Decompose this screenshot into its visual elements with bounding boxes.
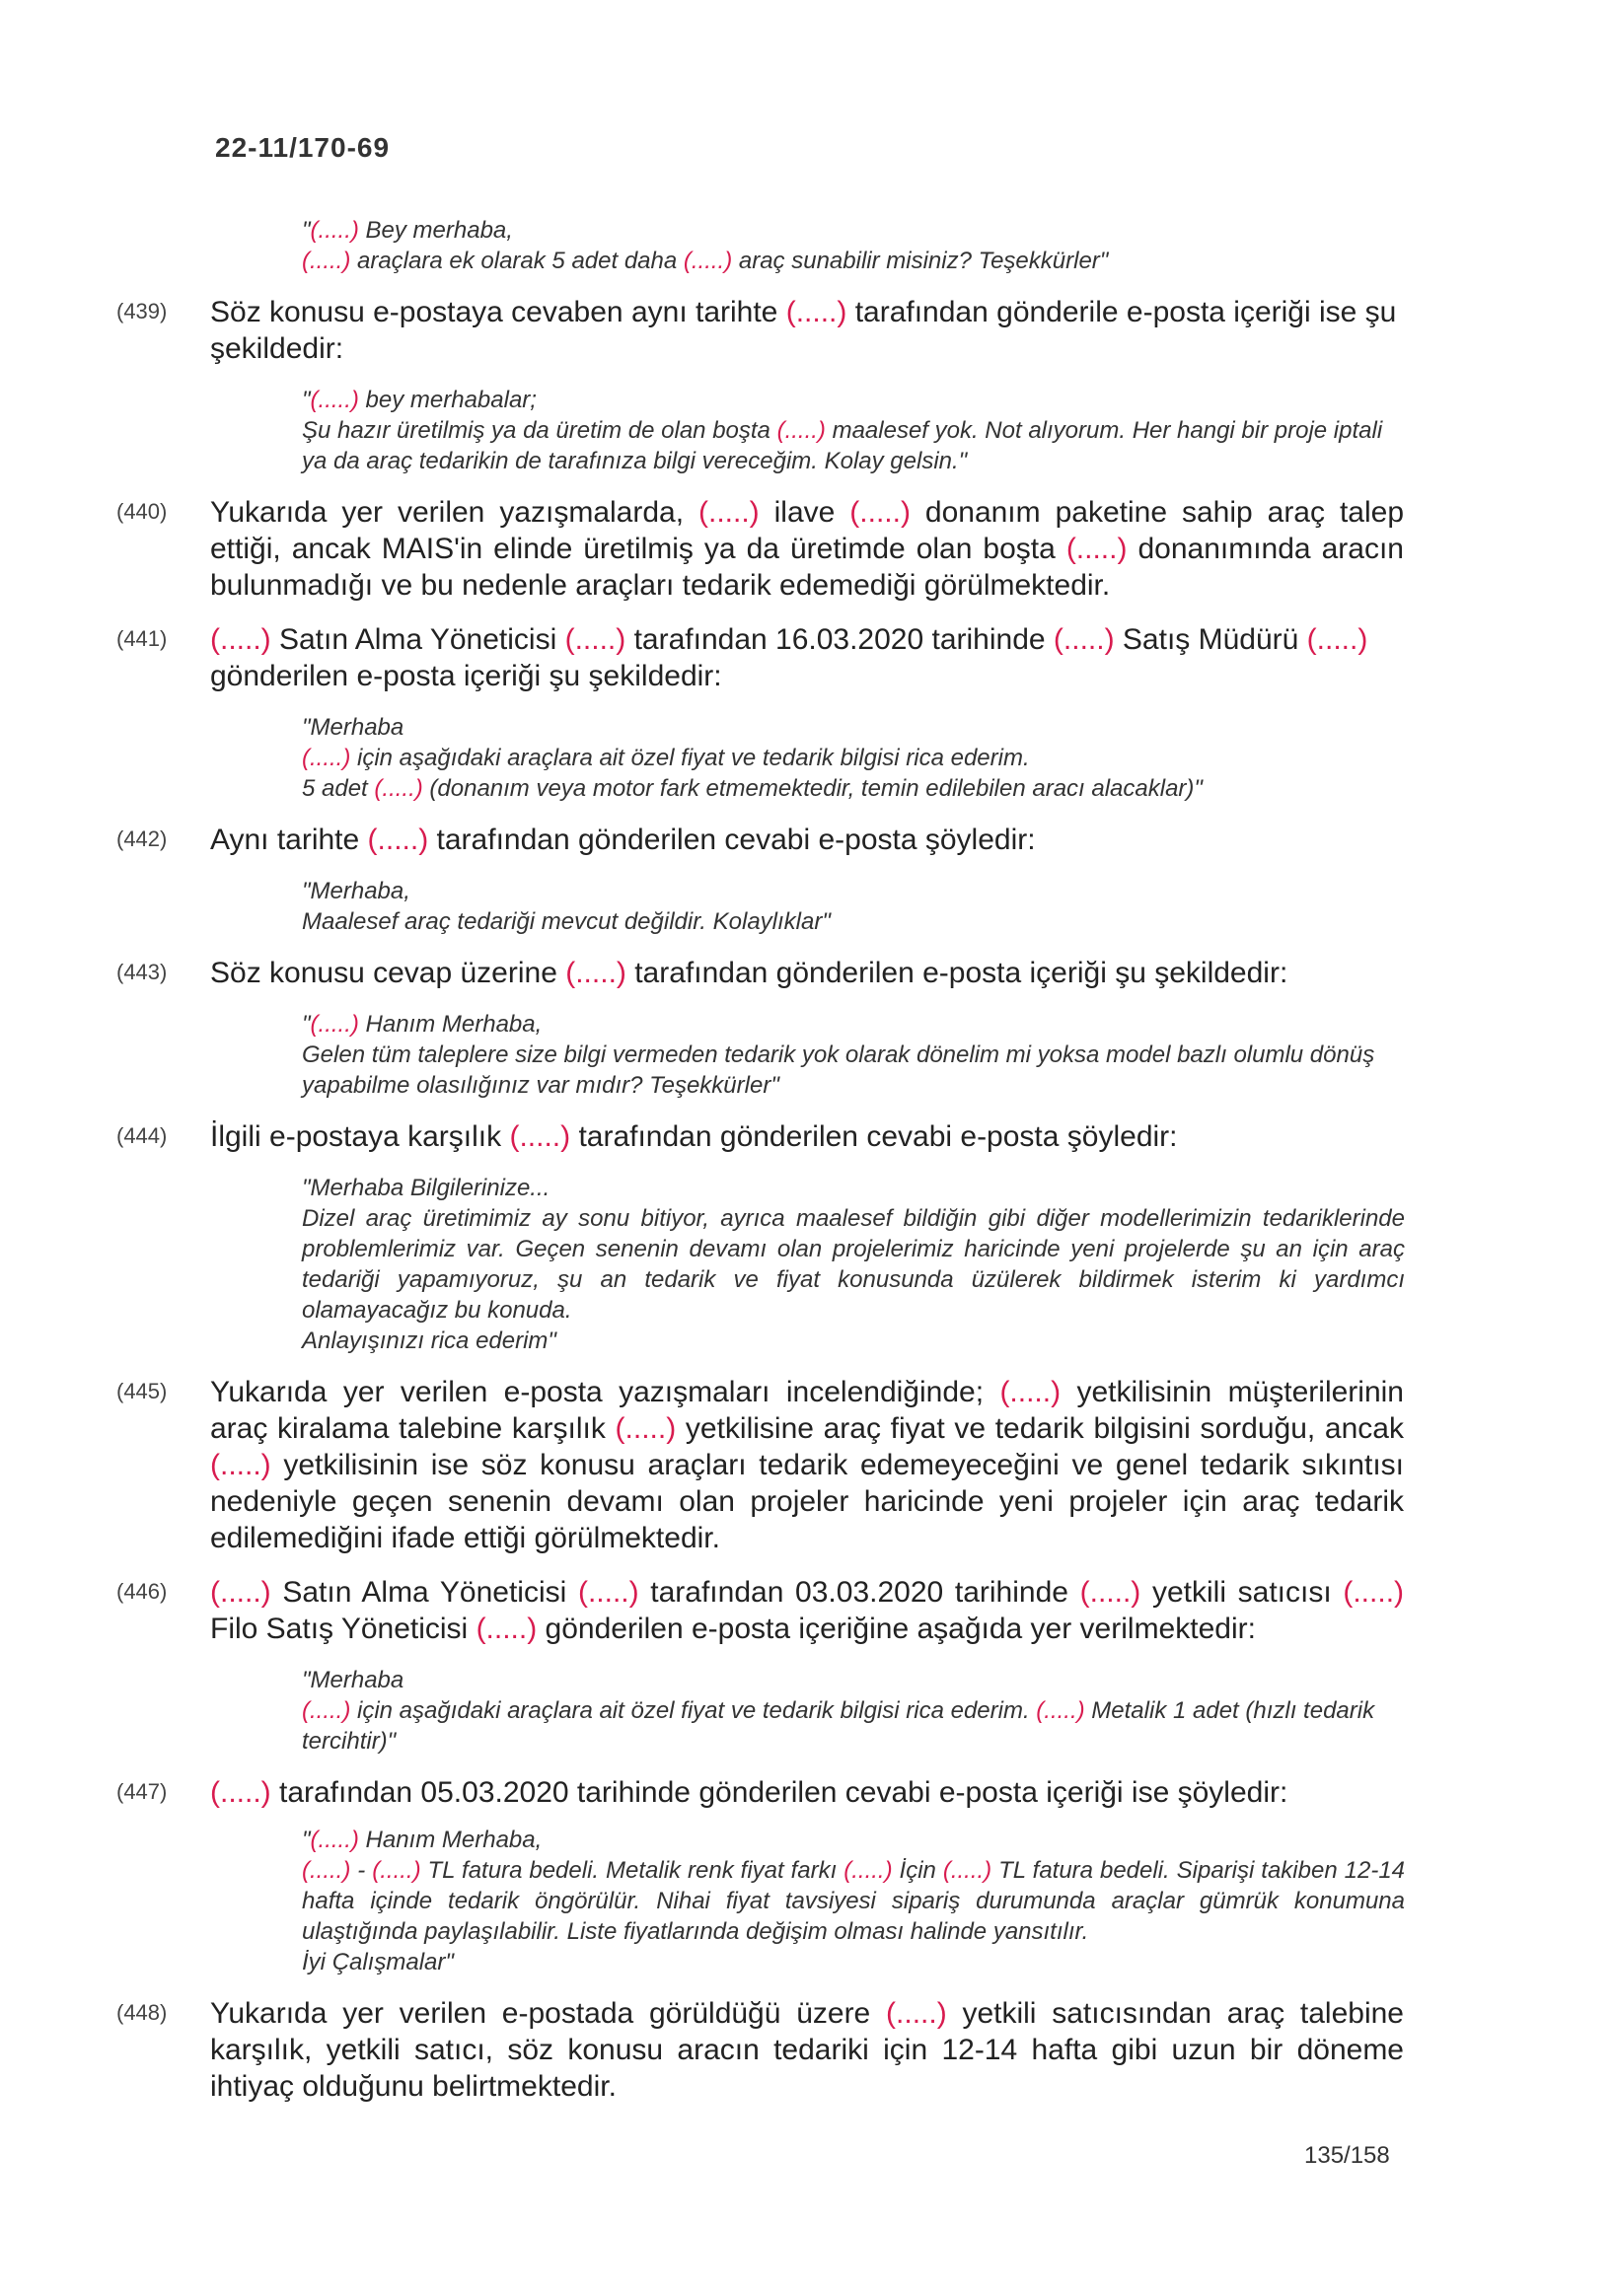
redaction-mark: (.....) (1065, 533, 1128, 565)
redaction-mark: (.....) (509, 1120, 571, 1153)
quote-line: (.....) için aşağıdaki araçlara ait özel fiyat ve tedarik bilgisi rica ederim. (302, 745, 1030, 771)
quote-line: Dizel araç üretimimiz ay sonu bitiyor, ayrıca maalesef bildiğin gibi diğer modellerimizin tedariklerinde problemlerimiz var. Geçen senenin devamı olan projelerimiz haricinde yeni projelerde şu an için araç tedariği yapamıyoruz, şu an tedarik ve fiyat konusunda üzülerek bildirmek isterim ki yardımcı olamayacağız bu konuda. (302, 1205, 1405, 1324)
redaction-mark: (.....) (302, 745, 351, 771)
redaction-mark: (.....) (302, 1697, 351, 1724)
redaction-mark: (.....) (210, 623, 271, 656)
numbered-paragraph (0, 1995, 1613, 2105)
redaction-mark: (.....) (1036, 1697, 1085, 1724)
quote-line: (.....) araçlara ek olarak 5 adet daha (.....) araç sunabilir misiniz? Teşekkürler" (302, 248, 1109, 274)
paragraph-text: Yukarıda yer verilen e-posta yazışmaları incelendiğinde; (.....) yetkilisinin müşterilerinin araç kiralama talebine karşılık (.....) yetkilisine araç fiyat ve tedarik bilgisini sorduğu, ancak (.....) yetkilisinin ise söz konusu araçları tedarik edemeyeceğini ve genel tedarik sıkıntısı nedeniyle geçen senenin devamı olan projeler haricinde yeni projeler için araç tedarik edilemediğini ifade ettiği görülmektedir. (210, 1376, 1404, 1554)
redaction-mark: (.....) (310, 1827, 359, 1853)
email-quote (302, 1825, 1405, 1977)
paragraph-text: (.....) Satın Alma Yöneticisi (.....) tarafından 16.03.2020 tarihinde (.....) Satış Müdürü (.....) gönderilen e-posta içeriği şu şekildedir: (210, 623, 1368, 692)
paragraph-number: (444) (116, 1123, 168, 1148)
paragraph-number: (439) (116, 299, 168, 323)
paragraph-text: Yukarıda yer verilen yazışmalarda, (.....) ilave (.....) donanım paketine sahip araç talep ettiği, ancak MAIS'in elinde üretilmiş ya da üretimde olan boşta (.....) donanımında aracın bulunmadığı ve bu nedenle araçları tedarik edemediği görülmektedir. (210, 496, 1404, 602)
redaction-mark: (.....) (785, 296, 847, 328)
page-number: 135/158 (1304, 2142, 1390, 2169)
redaction-mark: (.....) (999, 1376, 1062, 1408)
email-quote (302, 215, 1405, 276)
redaction-mark: (.....) (374, 775, 423, 802)
quote-line: "(.....) Hanım Merhaba, (302, 1011, 543, 1038)
paragraph-text: (.....) Satın Alma Yöneticisi (.....) tarafından 03.03.2020 tarihinde (.....) yetkili satıcısı (.....) Filo Satış Yöneticisi (.....) gönderilen e-posta içeriğine aşağıda yer verilmektedir: (210, 1576, 1405, 1645)
redaction-mark: (.....) (210, 1776, 271, 1809)
redaction-mark: (.....) (1079, 1576, 1141, 1609)
redaction-mark: (.....) (302, 1857, 351, 1884)
redaction-mark: (.....) (776, 417, 826, 444)
numbered-paragraph (0, 1118, 1613, 1155)
paragraph-text: Yukarıda yer verilen e-postada görüldüğü üzere (.....) yetkili satıcısından araç talebine karşılık, yetkili satıcı, söz konusu aracın tedariki için 12-14 hafta gibi uzun bir döneme ihtiyaç olduğunu belirtmektedir. (210, 1997, 1404, 2103)
quote-line: (.....) - (.....) TL fatura bedeli. Metalik renk fiyat farkı (.....) İçin (.....) TL fatura bedeli. Siparişi takiben 12-14 hafta içinde tedarik öngörülür. Nihai fiyat tavsiyesi sipariş durumunda araçlar gümrük konumuna ulaştığında paylaşılabilir. Liste fiyatlarında değişim olması halinde yansıtılır. (302, 1857, 1406, 1945)
paragraph-number: (442) (116, 826, 168, 851)
email-quote (302, 876, 1405, 937)
redaction-mark: (.....) (210, 1449, 271, 1481)
redaction-mark: (.....) (310, 217, 359, 244)
paragraph-number: (448) (116, 2000, 168, 2025)
redaction-mark: (.....) (1343, 1576, 1405, 1609)
numbered-paragraph (0, 822, 1613, 858)
redaction-mark: (.....) (942, 1857, 992, 1884)
document-body (0, 215, 1613, 2122)
email-quote (302, 385, 1405, 476)
redaction-mark: (.....) (476, 1613, 538, 1645)
paragraph-text: (.....) tarafından 05.03.2020 tarihinde gönderilen cevabi e-posta içeriği ise şöyledir: (210, 1776, 1288, 1809)
redaction-mark: (.....) (683, 248, 733, 274)
document-number: 22-11/170-69 (215, 132, 391, 163)
paragraph-text: Aynı tarihte (.....) tarafından gönderilen cevabi e-posta şöyledir: (210, 824, 1036, 856)
quote-line: Şu hazır üretilmiş ya da üretim de olan boşta (.....) maalesef yok. Not alıyorum. Her hangi bir proje iptali ya da araç tedarikin de tarafınıza bilgi vereceğim. Kolay gelsin." (302, 417, 1383, 474)
quote-line: 5 adet (.....) (donanım veya motor fark etmemektedir, temin edilebilen aracı alacaklar)" (302, 775, 1203, 802)
numbered-paragraph (0, 1374, 1613, 1556)
numbered-paragraph (0, 1574, 1613, 1647)
redaction-mark: (.....) (843, 1857, 893, 1884)
redaction-mark: (.....) (310, 1011, 359, 1038)
paragraph-number: (441) (116, 626, 168, 651)
numbered-paragraph (0, 621, 1613, 694)
quote-line: "(.....) Bey merhaba, (302, 217, 513, 244)
redaction-mark: (.....) (210, 1576, 271, 1609)
paragraph-number: (446) (116, 1579, 168, 1604)
quote-line: İyi Çalışmalar" (302, 1949, 454, 1975)
email-quote (302, 712, 1405, 804)
email-quote (302, 1009, 1405, 1101)
redaction-mark: (.....) (302, 248, 351, 274)
paragraph-text: İlgili e-postaya karşılık (.....) tarafından gönderilen cevabi e-posta şöyledir: (210, 1120, 1178, 1153)
quote-line: "Merhaba Bilgilerinize... (302, 1175, 550, 1201)
numbered-paragraph (0, 294, 1613, 367)
email-quote (302, 1665, 1405, 1757)
redaction-mark: (.....) (886, 1997, 947, 2030)
quote-line: Maalesef araç tedariği mevcut değildir. Kolaylıklar" (302, 908, 831, 935)
paragraph-number: (445) (116, 1379, 168, 1403)
paragraph-number: (443) (116, 960, 168, 984)
quote-line: "Merhaba, (302, 878, 410, 904)
numbered-paragraph (0, 955, 1613, 991)
numbered-paragraph (0, 494, 1613, 604)
redaction-mark: (.....) (565, 957, 626, 989)
redaction-mark: (.....) (698, 496, 760, 529)
redaction-mark: (.....) (372, 1857, 421, 1884)
redaction-mark: (.....) (564, 623, 626, 656)
quote-line: "Merhaba (302, 1667, 404, 1693)
redaction-mark: (.....) (1053, 623, 1115, 656)
quote-line: (.....) için aşağıdaki araçlara ait özel fiyat ve tedarik bilgisi rica ederim. (.....) Metalik 1 adet (hızlı tedarik tercihtir)" (302, 1697, 1375, 1755)
email-quote (302, 1173, 1405, 1356)
quote-line: "Merhaba (302, 714, 404, 741)
redaction-mark: (.....) (577, 1576, 639, 1609)
numbered-paragraph (0, 1774, 1613, 1811)
redaction-mark: (.....) (615, 1412, 677, 1445)
quote-line: "(.....) Hanım Merhaba, (302, 1827, 543, 1853)
paragraph-text: Söz konusu e-postaya cevaben aynı tarihte (.....) tarafından gönderile e-posta içeriği ise şu şekildedir: (210, 296, 1397, 365)
paragraph-number: (440) (116, 499, 168, 524)
paragraph-number: (447) (116, 1779, 168, 1804)
redaction-mark: (.....) (1306, 623, 1368, 656)
redaction-mark: (.....) (367, 824, 429, 856)
paragraph-text: Söz konusu cevap üzerine (.....) tarafından gönderilen e-posta içeriği şu şekildedir: (210, 957, 1288, 989)
quote-line: Gelen tüm taleplere size bilgi vermeden tedarik yok olarak dönelim mi yoksa model bazlı olumlu dönüş yapabilme olasılığınız var mıdır? Teşekkürler" (302, 1041, 1375, 1099)
quote-line: Anlayışınızı rica ederim" (302, 1327, 556, 1354)
redaction-mark: (.....) (849, 496, 911, 529)
quote-line: "(.....) bey merhabalar; (302, 387, 537, 413)
redaction-mark: (.....) (310, 387, 359, 413)
